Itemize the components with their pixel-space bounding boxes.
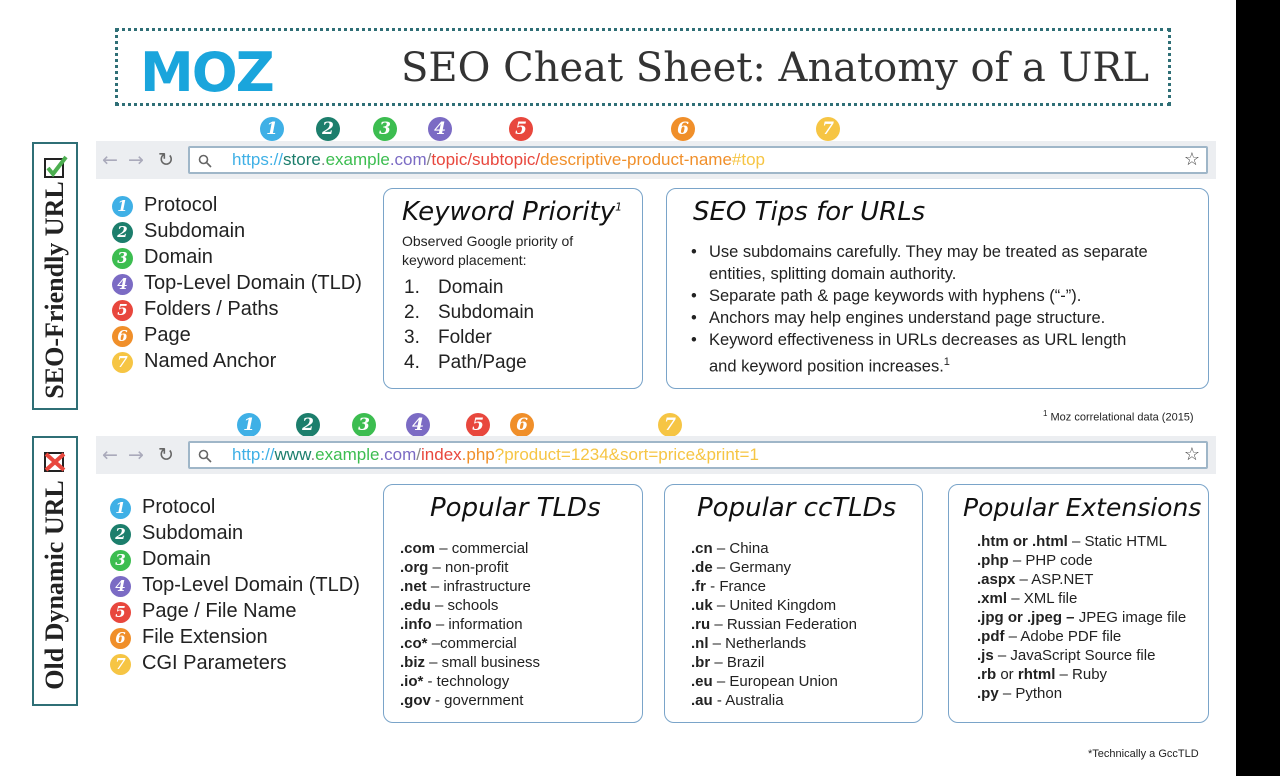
footnote-marker: 1 [1043,409,1048,418]
forward-arrow-icon[interactable]: → [128,149,144,171]
list-item [691,634,857,653]
cctld-desc: – European Union [716,673,838,690]
extension-desc: – XML file [1011,590,1078,607]
extension-code: .py [977,685,999,702]
seo-url-text [232,150,765,170]
extension-or: or [1000,666,1014,683]
badge-3: 3 [352,413,376,437]
back-arrow-icon[interactable]: ← [102,444,118,466]
badge-6: 6 [671,117,695,141]
url-dot: . [320,150,326,169]
extension-desc: – PHP code [1012,552,1093,569]
cctld-desc: – Brazil [714,654,765,671]
badge-1: 1 [112,196,133,217]
badge-6: 6 [510,413,534,437]
keyword-priority-title-text: Keyword Priority [402,197,616,227]
tld-code: .biz [400,654,425,671]
bookmark-star-icon[interactable]: ☆ [1183,149,1200,169]
badge-6: 6 [112,326,133,347]
list-item [400,615,540,634]
footnote-marker: 1 [615,200,623,214]
list-item [977,608,1186,627]
list-item [691,558,857,577]
list-label: Domain [438,277,504,298]
url-folders: topic/subtopic/ [431,150,541,169]
list-item [400,539,540,558]
cctld-desc: – Germany [716,559,792,576]
list-item [977,646,1186,665]
seo-tips-panel [666,188,1209,389]
legend-label: Protocol [144,194,218,216]
popular-tlds-panel [383,484,643,723]
badge-2: 2 [110,524,131,545]
dynamic-url-text [232,445,759,465]
list-item [404,327,534,352]
extension-code: .jpg or .jpeg – [977,609,1075,626]
tld-desc: - technology [427,673,510,690]
legend-label: Named Anchor [144,350,277,372]
extension-code: rhtml [1017,666,1056,683]
legend-label: Page / File Name [142,600,297,622]
badge-4: 4 [428,117,452,141]
list-item [977,551,1186,570]
tld-desc: – infrastructure [430,578,531,595]
list-item [404,352,534,377]
reload-icon[interactable]: ↻ [158,444,174,466]
badge-7: 7 [658,413,682,437]
popular-cctlds-title: Popular ccTLDs [697,493,897,523]
list-item [689,307,1148,329]
list-item [691,691,857,710]
tip-line: Use subdomains carefully. They may be treated as separate [709,243,1148,261]
list-item [404,302,534,327]
extension-code: .rb [977,666,997,683]
footnote-marker: 1 [943,356,950,368]
bullet: • [691,331,697,349]
url-domain: example [325,150,390,169]
legend-label: Folders / Paths [144,298,279,320]
badge-3: 3 [112,248,133,269]
popular-extensions-panel [948,484,1209,723]
badge-5: 5 [110,602,131,623]
list-item [400,634,540,653]
badge-7: 7 [816,117,840,141]
legend-label: Subdomain [144,220,246,242]
badge-7: 7 [112,352,133,373]
x-mark-icon [42,448,68,474]
url-subdomain: www [274,445,311,464]
tld-code: .com [400,540,436,557]
url-extension: .php [461,445,495,464]
extension-desc: – Python [1002,685,1063,702]
list-item [977,684,1186,703]
list-item [977,627,1186,646]
forward-arrow-icon[interactable]: → [128,444,144,466]
list-label: Subdomain [438,302,535,323]
extension-desc: – ASP.NET [1019,571,1094,588]
seo-tips-title: SEO Tips for URLs [693,197,926,227]
list-item [689,241,1148,285]
legend-label: Domain [144,246,213,268]
back-arrow-icon[interactable]: ← [102,149,118,171]
list-item [691,653,857,672]
url-dot: . [310,445,316,464]
tld-desc: – non-profit [432,559,509,576]
extension-desc: – Adobe PDF file [1008,628,1122,645]
cctld-code: .eu [691,673,713,690]
url-protocol: https:// [232,150,284,169]
badge-7: 7 [110,654,131,675]
search-icon [198,449,212,463]
list-item [689,285,1148,307]
list-item [400,596,540,615]
cctld-code: .br [691,654,711,671]
extension-desc: – Static HTML [1072,533,1168,550]
extension-desc: – Ruby [1059,666,1108,683]
tld-desc: –commercial [431,635,517,652]
header-box [115,28,1171,106]
bookmark-star-icon[interactable]: ☆ [1183,444,1200,464]
checkmark-icon [42,154,68,180]
list-number: 4. [404,352,420,373]
badge-1: 1 [110,498,131,519]
popular-tlds-title: Popular TLDs [430,493,601,523]
badge-2: 2 [316,117,340,141]
list-item [691,539,857,558]
cctld-code: .uk [691,597,713,614]
old-dynamic-side-label [32,436,78,706]
reload-icon[interactable]: ↻ [158,149,174,171]
seo-friendly-side-label [32,142,78,410]
list-item [400,577,540,596]
url-page: index [421,445,462,464]
list-label: Folder [438,327,492,348]
list-item [400,691,540,710]
bullet: • [691,309,697,327]
tld-desc: - government [435,692,524,709]
tld-code: .info [400,616,432,633]
legend-label: Domain [142,548,211,570]
cctld-desc: - Australia [716,692,784,709]
tld-code: .org [400,559,429,576]
seo-friendly-label: SEO-Friendly URL [40,181,69,399]
extension-code: .xml [977,590,1008,607]
popular-extensions-title: Popular Extensions [963,493,1202,522]
url-tld: .com [379,445,417,464]
legend-label: Top-Level Domain (TLD) [142,574,360,596]
tld-desc: – commercial [439,540,529,557]
legend-label: Subdomain [142,522,244,544]
keyword-priority-list [404,277,534,377]
url-subdomain: store [283,150,321,169]
legend-label: Top-Level Domain (TLD) [144,272,362,294]
url-parameters: ?product=1234&sort=price&print=1 [494,445,759,464]
tld-code: .edu [400,597,431,614]
seo-url-field[interactable] [188,146,1208,174]
badge-3: 3 [110,550,131,571]
badge-5: 5 [509,117,533,141]
extension-desc: – JavaScript Source file [997,647,1156,664]
list-item [691,672,857,691]
list-item [691,577,857,596]
url-slash: / [416,445,422,464]
tld-code: .net [400,578,427,595]
tip-line: and keyword position increases. [709,357,944,376]
dynamic-footnote: *Technically a GccTLD [1088,748,1199,760]
tip-line: Keyword effectiveness in URLs decreases as URL length [709,331,1127,349]
extension-code: .htm or .html [977,533,1068,550]
list-item [400,672,540,691]
legend-label: Protocol [142,496,216,518]
badge-4: 4 [406,413,430,437]
legend-label: CGI Parameters [142,652,287,674]
legend-label: Page [144,324,191,346]
dynamic-browser-bar [96,436,1216,474]
tip-line: Anchors may help engines understand page structure. [709,309,1106,327]
tip-line: Separate path & page keywords with hyphens (“-”). [709,287,1082,305]
tld-desc: – schools [435,597,499,614]
cctld-desc: – United Kingdom [716,597,837,614]
cctld-code: .ru [691,616,711,633]
extension-code: .php [977,552,1009,569]
legend-label: File Extension [142,626,268,648]
seo-browser-bar [96,141,1216,179]
list-item [977,665,1186,684]
tld-code: .co* [400,635,428,652]
cctld-code: .de [691,559,713,576]
dynamic-url-field[interactable] [188,441,1208,469]
list-item [400,653,540,672]
badge-5: 5 [466,413,490,437]
tlds-list [400,539,540,710]
extensions-list [977,532,1186,703]
cctld-desc: – Russian Federation [714,616,857,633]
seo-footnote [1043,409,1194,424]
url-page: descriptive-product-name [540,150,732,169]
url-slash: / [426,150,432,169]
list-item [689,329,1148,378]
cctlds-list [691,539,857,710]
list-label: Path/Page [438,352,527,373]
keyword-priority-panel [383,188,643,389]
list-number: 2. [404,302,420,323]
keyword-priority-subtitle: Observed Google priority of [402,233,574,249]
list-item [691,596,857,615]
url-tld: .com [389,150,427,169]
tld-code: .gov [400,692,431,709]
tld-desc: – small business [429,654,541,671]
badge-4: 4 [112,274,133,295]
badge-5: 5 [112,300,133,321]
cctld-code: .nl [691,635,709,652]
badge-6: 6 [110,628,131,649]
old-dynamic-label: Old Dynamic URL [40,480,69,690]
tip-line: entities, splitting domain authority. [709,265,957,283]
cctld-desc: - France [710,578,767,595]
keyword-priority-subtitle: keyword placement: [402,252,527,268]
list-item [404,277,534,302]
bullet: • [691,287,697,305]
extension-code: .js [977,647,994,664]
badge-1: 1 [260,117,284,141]
search-icon [198,154,212,168]
cctld-desc: – Netherlands [712,635,807,652]
extension-desc: JPEG image file [1078,609,1187,626]
cctld-code: .cn [691,540,713,557]
bullet: • [691,243,697,261]
list-item [977,589,1186,608]
badge-2: 2 [112,222,133,243]
cctld-desc: – China [716,540,769,557]
list-item [977,532,1186,551]
tld-code: .io* [400,673,424,690]
footnote-text: Moz correlational data (2015) [1050,411,1194,424]
badge-3: 3 [373,117,397,141]
list-number: 1. [404,277,420,298]
url-anchor: #top [731,150,765,169]
cctld-code: .au [691,692,713,709]
url-domain: example [315,445,380,464]
popular-cctlds-panel [664,484,923,723]
moz-logo: MOZ [140,41,273,104]
url-protocol: http:// [232,445,275,464]
list-item [691,615,857,634]
seo-tips-list [689,241,1148,378]
extension-code: .aspx [977,571,1016,588]
tld-desc: – information [435,616,523,633]
page-title: SEO Cheat Sheet: Anatomy of a URL [401,45,1150,91]
list-item [400,558,540,577]
keyword-priority-title [402,197,622,227]
extension-code: .pdf [977,628,1005,645]
badge-2: 2 [296,413,320,437]
badge-4: 4 [110,576,131,597]
cctld-code: .fr [691,578,706,595]
badge-1: 1 [237,413,261,437]
list-number: 3. [404,327,420,348]
list-item [977,570,1186,589]
